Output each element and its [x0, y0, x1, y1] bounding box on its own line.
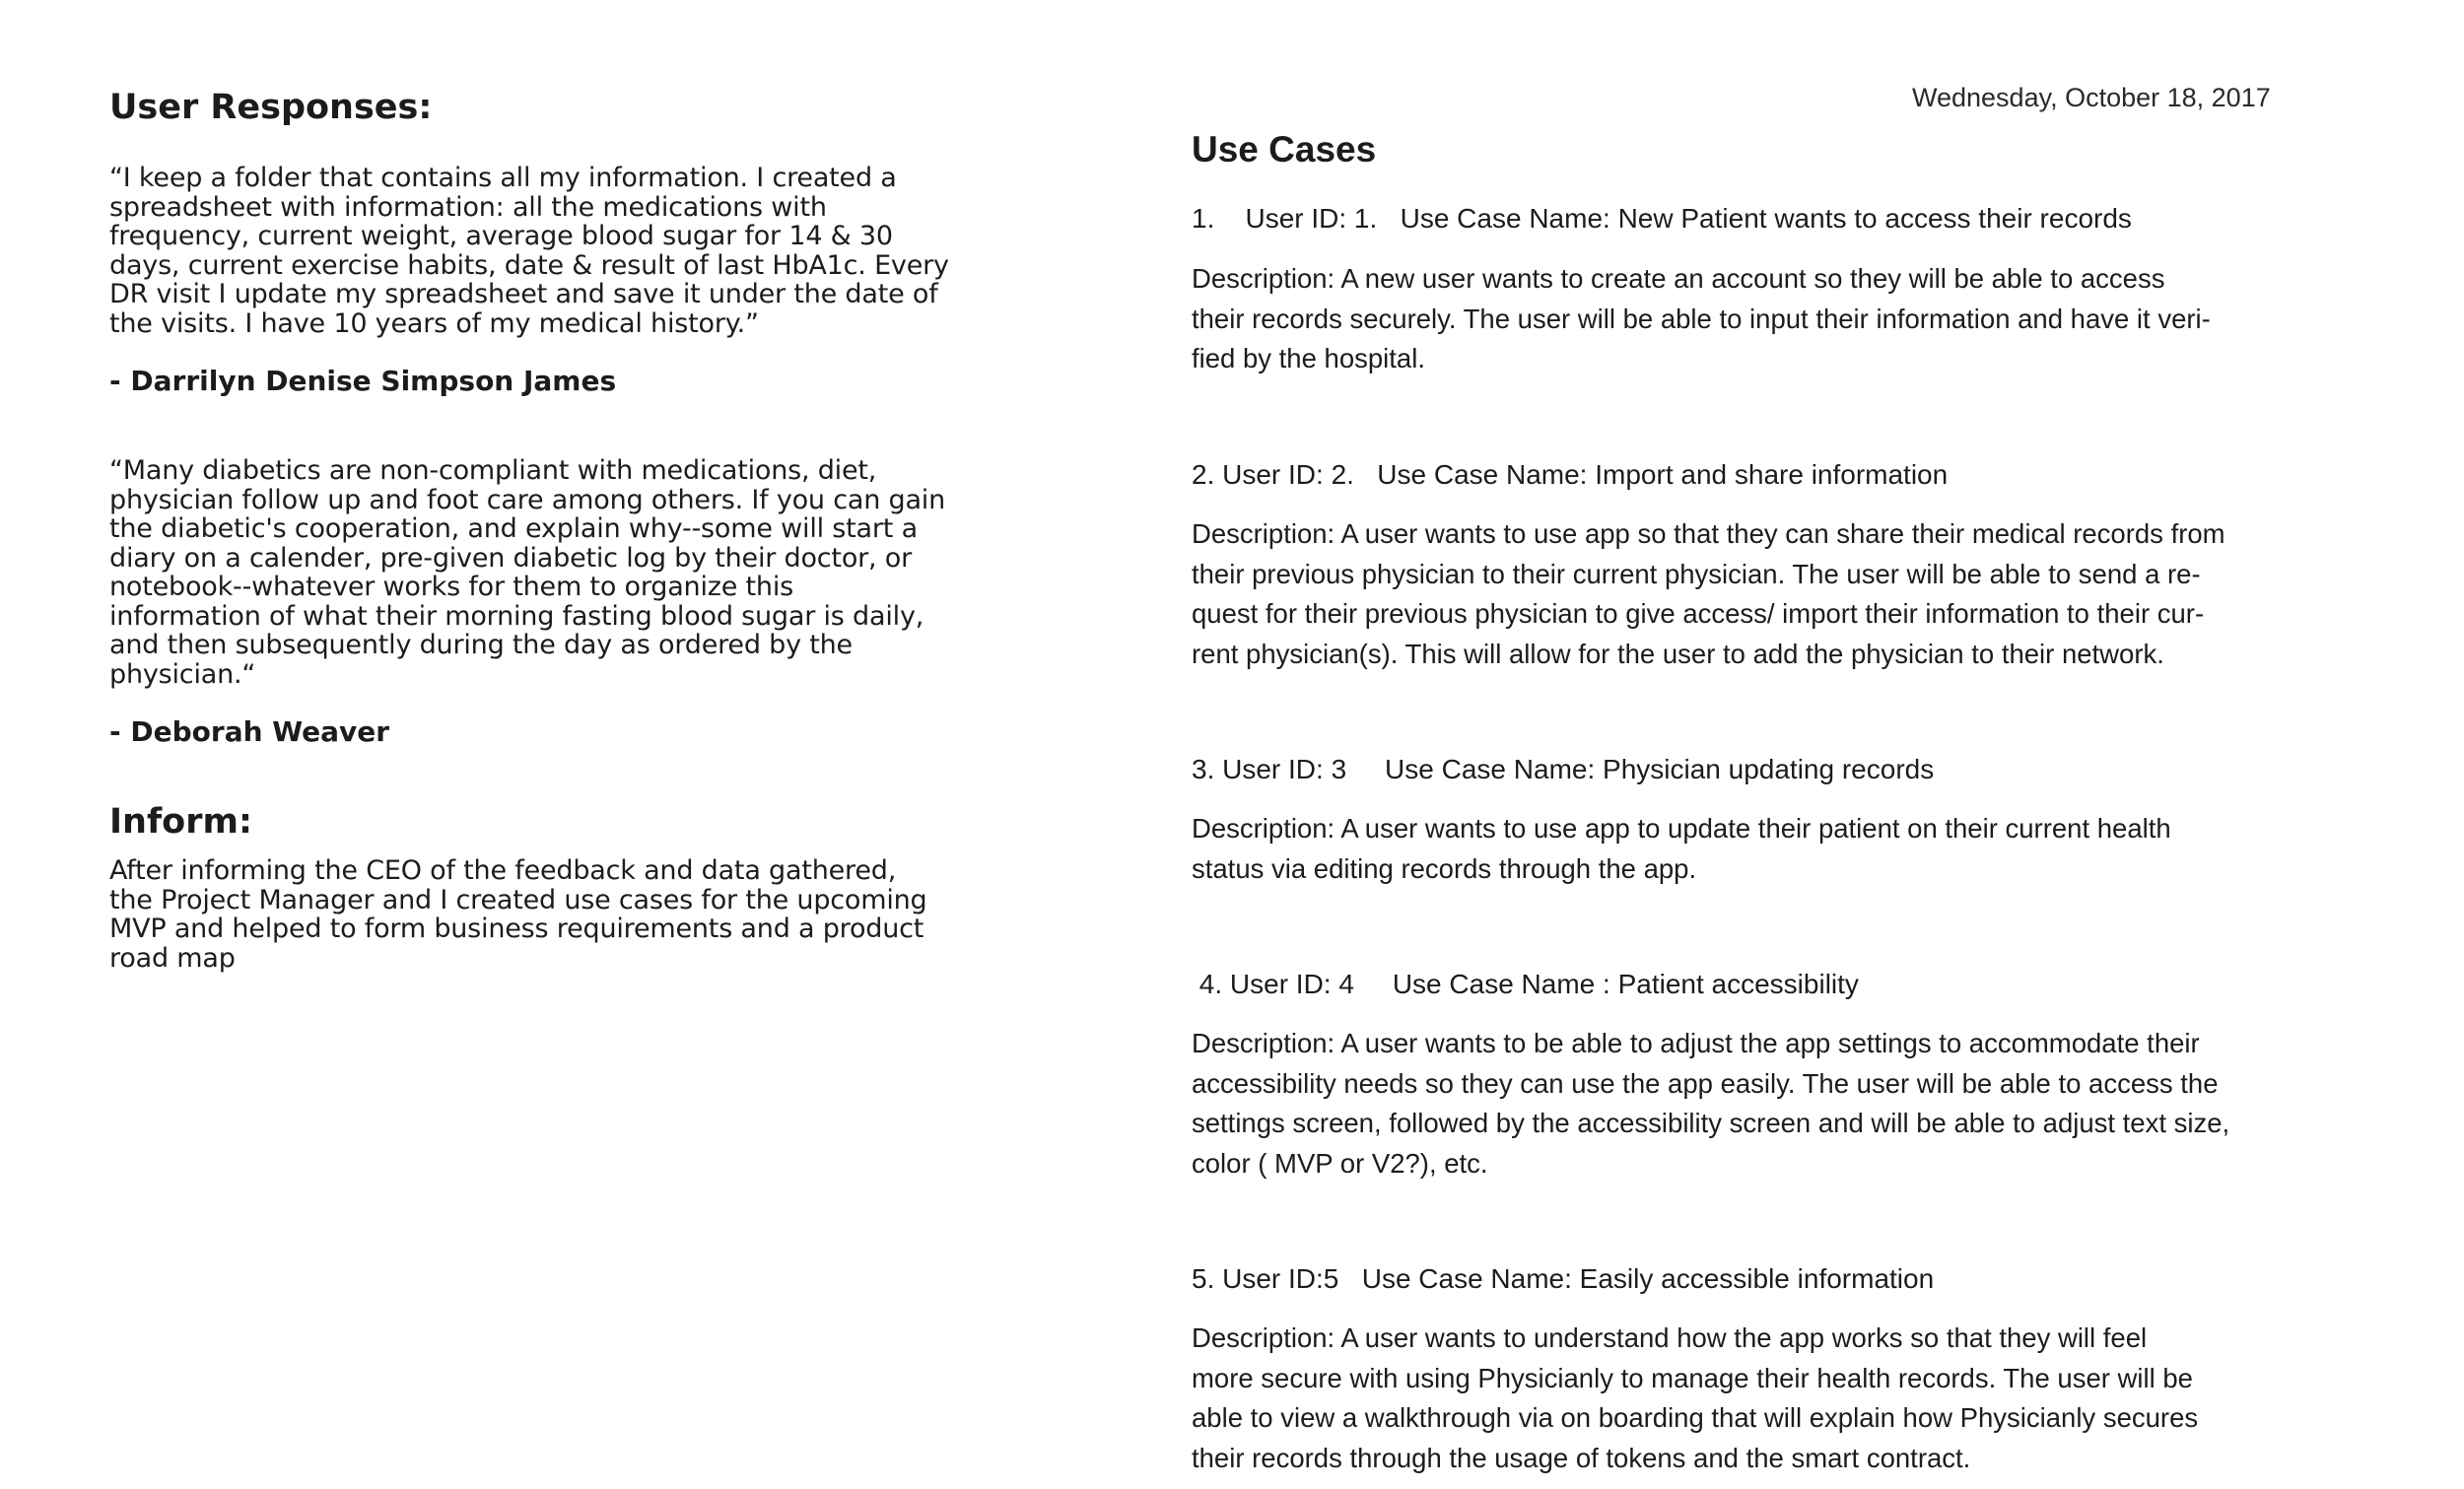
document-date: Wednesday, October 18, 2017 — [1912, 83, 2271, 112]
use-case-4-header: 4. User ID: 4 Use Case Name : Patient accessibility — [1192, 969, 1859, 999]
use-case-4-description: Description: A user wants to be able to adjust the app settings to accommodate their accessibility needs so they can use the app easily. The user will be able to access the settings screen, followed by the accessibility screen and will be able to adjust text size, color ( MVP or V2?), etc. — [1192, 1028, 2230, 1179]
quote-deborah: “Many diabetics are non-compliant with medications, diet, physician follow up and foot care among others. If you can gain the diabetic's cooperation, and explain why--some will start a diary on a calender, pre-given diabetic log by their doctor, or notebook--whatever works for them to organize this information of what their morning fasting blood sugar is daily, and then subsequently during the day as ordered by the physician.“ — [109, 455, 945, 690]
user-responses-section — [109, 87, 977, 973]
use-case-3-description: Description: A user wants to use app to update their patient on their current health status via editing records through the app. — [1192, 813, 2171, 884]
use-case-1-header: 1. User ID: 1. Use Case Name: New Patient wants to access their records — [1192, 203, 2132, 234]
author-deborah: - Deborah Weaver — [109, 715, 390, 748]
user-responses-heading: User Responses: — [109, 88, 433, 127]
use-case-1-description: Description: A new user wants to create an account so they will be able to access their records securely. The user will be able to input their information and have it veri- fied by the hospital. — [1192, 263, 2211, 373]
use-case-3-header: 3. User ID: 3 Use Case Name: Physician updating records — [1192, 754, 1935, 784]
use-case-2-description: Description: A user wants to use app so that they can share their medical records from their previous physician to their current physician. The user will be able to send a re- quest for their previous physician to give access/ import their information to their cur- rent physician(s). This will allow for the user to add the physician to their network. — [1192, 518, 2225, 669]
use-case-5-header: 5. User ID:5 Use Case Name: Easily accessible information — [1192, 1263, 1935, 1294]
quote-darrilyn: “I keep a folder that contains all my information. I created a spreadsheet with information: all the medications with frequency, current weight, average blood sugar for 14 & 30 days, current exercise habits, date & result of last HbA1c. Every DR visit I update my spreadsheet and save it under the date of the visits. I have 10 years of my medical history.” — [109, 163, 949, 339]
use-case-2-header: 2. User ID: 2. Use Case Name: Import and share information — [1192, 459, 1949, 490]
inform-text: After informing the CEO of the feedback and data gathered, the Project Manager and I created use cases for the upcoming MVP and helped to form business requirements and a product road map — [109, 855, 927, 974]
author-darrilyn: - Darrilyn Denise Simpson James — [109, 365, 617, 397]
use-cases-title: Use Cases — [1192, 129, 1377, 169]
inform-heading: Inform: — [109, 802, 252, 842]
use-case-5-description: Description: A user wants to understand how the app works so that they will feel more secure with using Physicianly to manage their health records. The user will be able to view a walkthrough via on boarding that will explain how Physicianly secures their records through the usage of tokens and the smart contract. — [1192, 1322, 2199, 1473]
